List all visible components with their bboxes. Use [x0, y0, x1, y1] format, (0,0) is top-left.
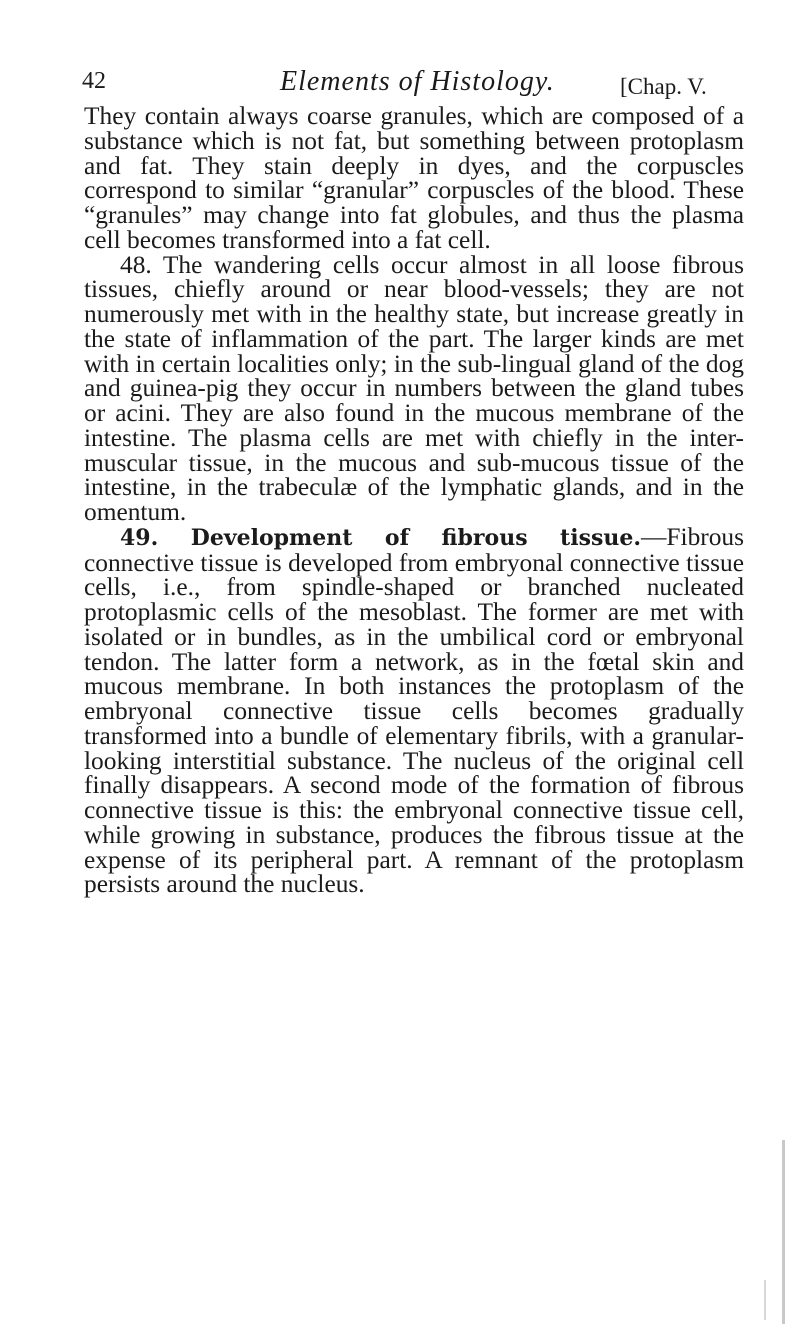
- page-number: 42: [82, 68, 106, 94]
- body-text: [84, 104, 744, 897]
- paragraph-3: [84, 522, 744, 899]
- chapter-label: [Chap. V.: [620, 74, 707, 99]
- paragraph-1: They contain always coarse granules, which are composed of a substance which is not fat, but something between protoplasm and fat. They stain deeply in dyes, and the corpuscles correspond to similar “granular” corpuscles of the blood. These “granules” may change into fat globules, and thus the plasma cell becomes transformed into a fat cell.: [84, 102, 744, 254]
- page-edge-shadow-2: [764, 1280, 766, 1320]
- running-title: Elements of Histology.: [280, 66, 555, 97]
- paragraph-3-text: —Fibrous connective tissue is developed from embryonal connective tissue cells, i.e., from spindle-shaped or branched nucleated protoplasmic cells of the mesoblast. The former are met with isolated or in bundles, as in the umbilical cord or embryonal tendon. The latter form a network, as in the fœtal skin and mucous membrane. In both instances the protoplasm of the embryonal connective tissue cells becomes gradually transformed into a bundle of elementary fibrils, with a granular-looking interstitial substance. The nucleus of the original cell finally disappears. A second mode of the formation of fibrous connective tissue is this: the embryonal connective tissue cell, while growing in substance, produces the fibrous tissue at the expense of its peripheral part. A remnant of the protoplasm persists around the nucleus.: [84, 522, 744, 899]
- paragraph-2: 48. The wandering cells occur almost in all loose fibrous tissues, chiefly around or near blood-vessels; they are not numerously met with in the healthy state, but increase greatly in the state of inflammation of the part. The larger kinds are met with in certain localities only; in the sub-lingual gland of the dog and guinea-pig they occur in numbers between the gland tubes or acini. They are also found in the mucous membrane of the intestine. The plasma cells are met with chiefly in the inter-muscular tissue, in the mucous and sub-mucous tissue of the intestine, in the trabeculæ of the lymphatic glands, and in the omentum.: [84, 250, 744, 526]
- page-edge-shadow: [782, 1140, 785, 1324]
- section-heading: 49. Development of fibrous tissue.: [120, 524, 641, 551]
